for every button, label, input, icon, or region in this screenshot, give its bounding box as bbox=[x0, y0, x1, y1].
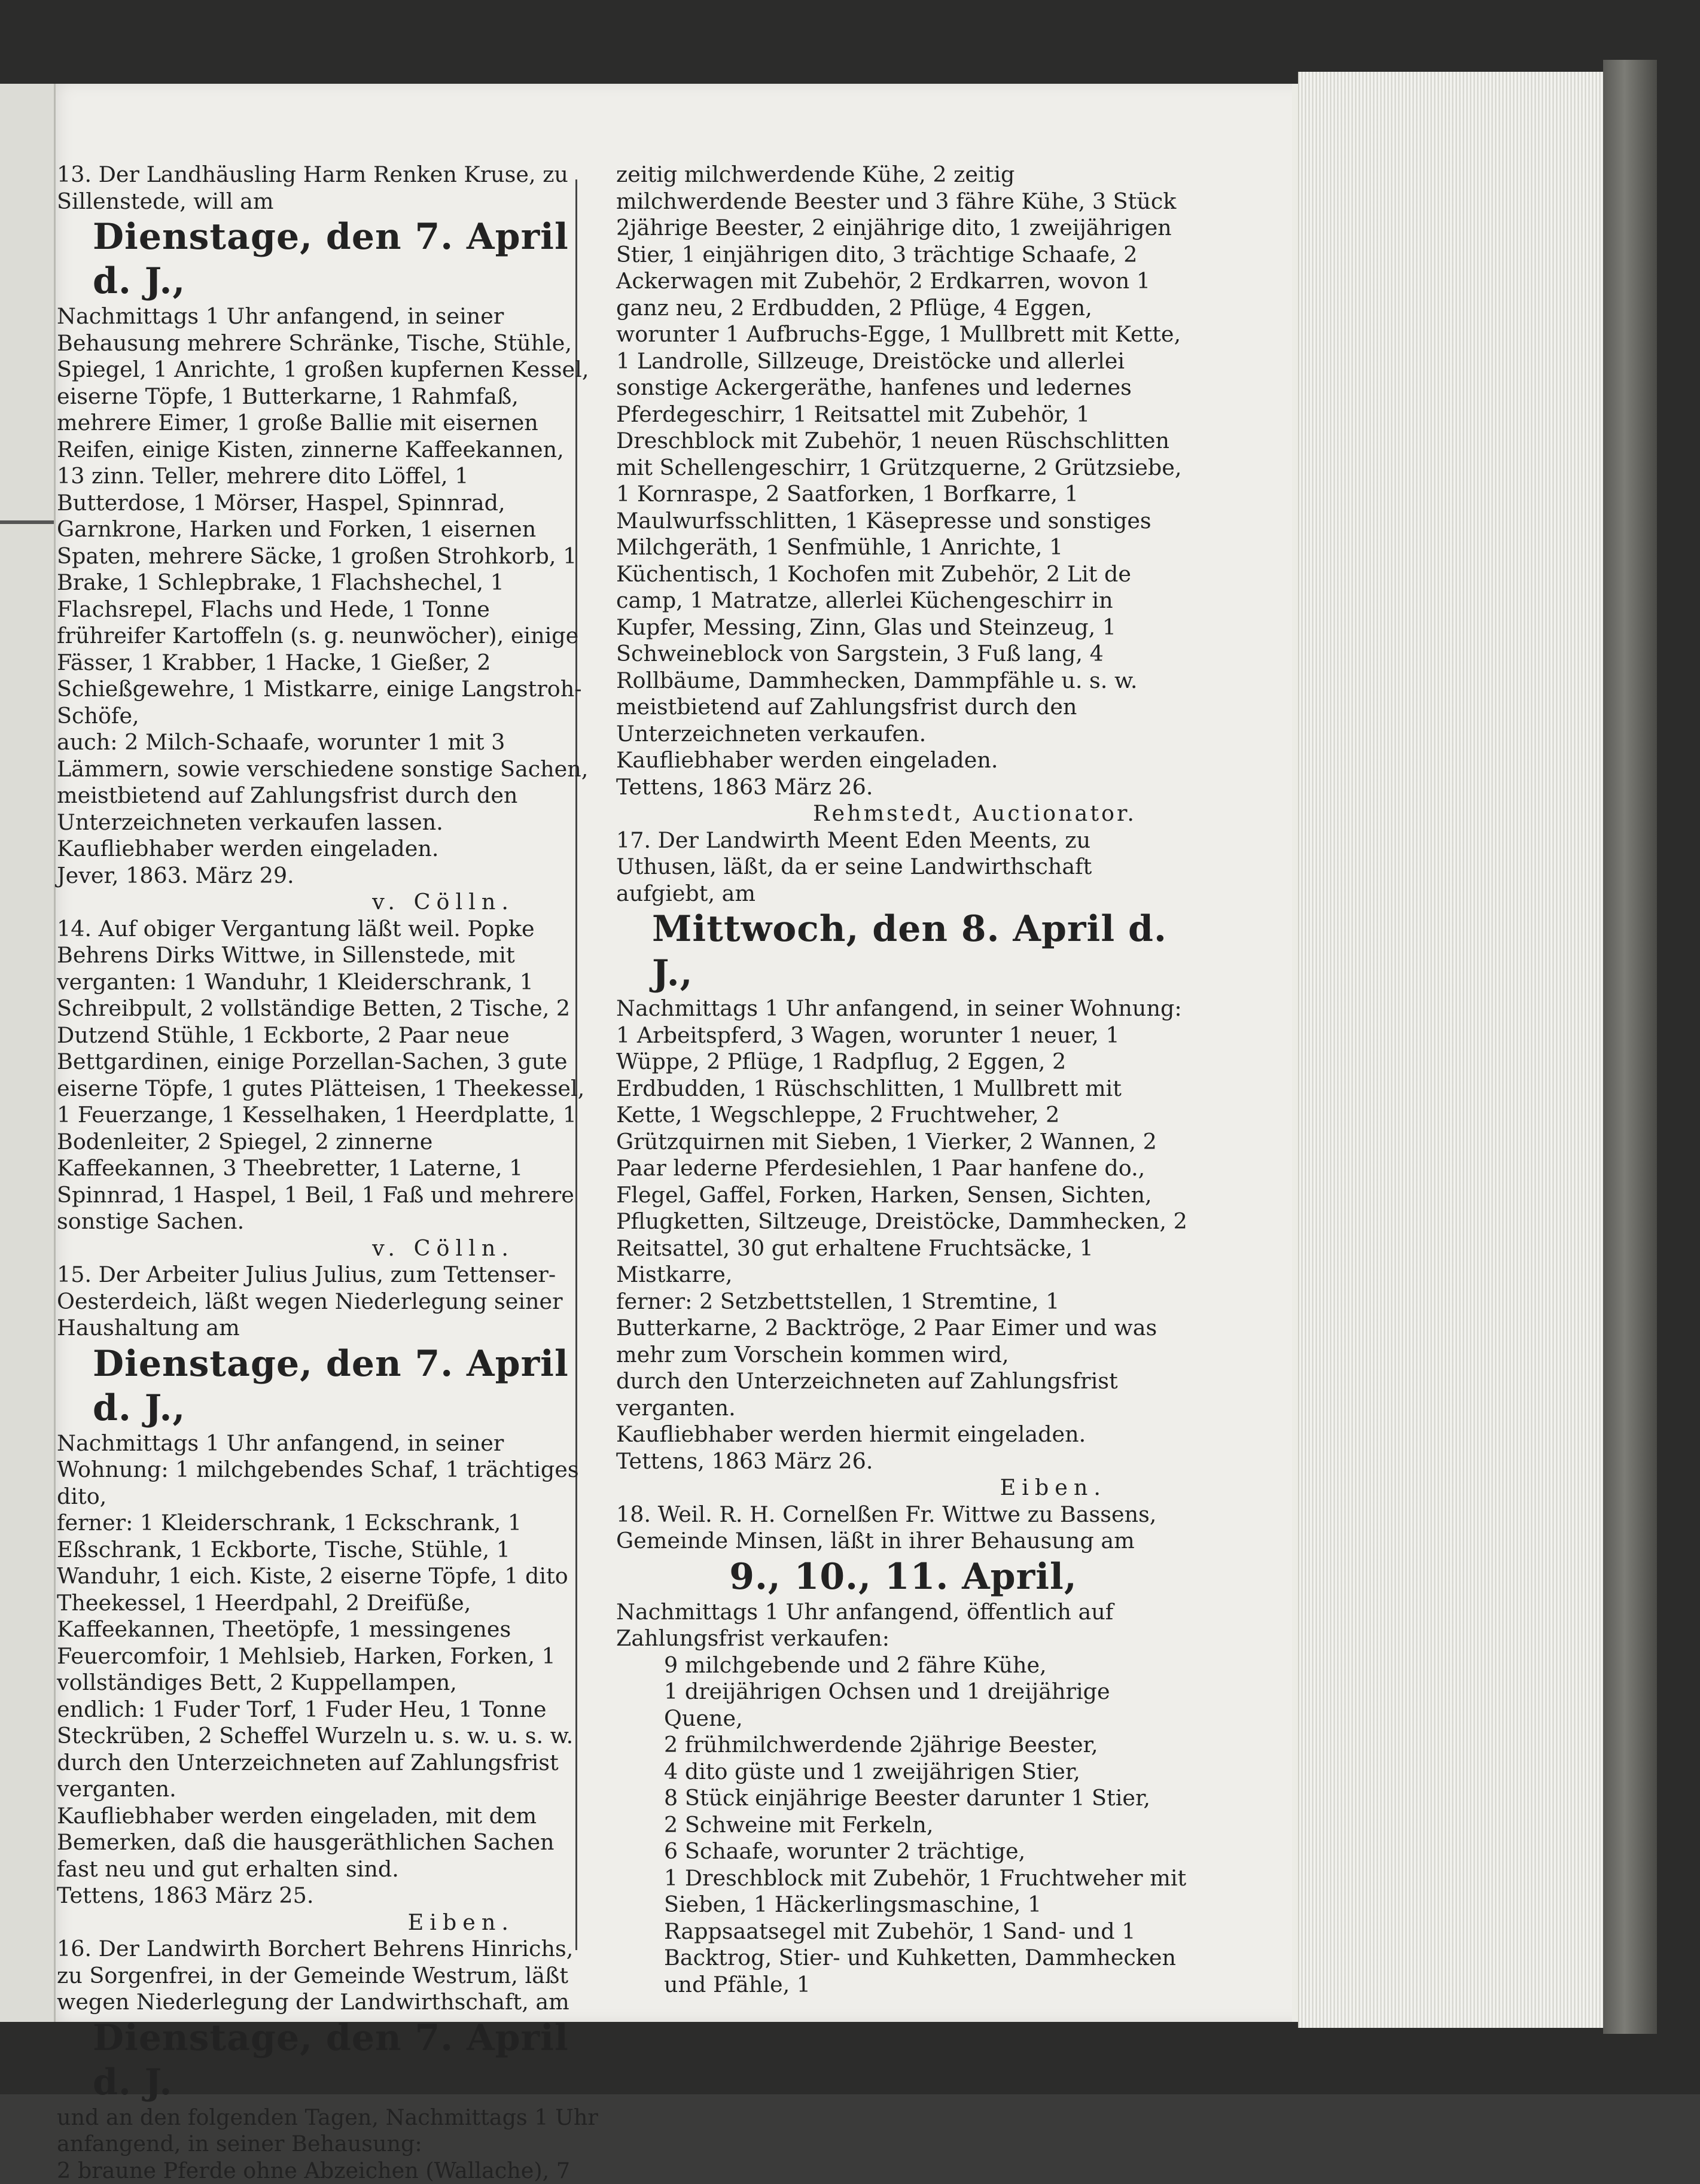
notice-paragraph: ferner: 1 Kleiderschrank, 1 Eckschrank, 1 Eßschrank, 1 Eckborte, Tische, Stühle, 1 Wanduhr, 1 eich. Kiste, 2 eiserne Töpfe, 1 dito Theekessel, 1 Heerdpahl, 2 Dreifüße, Kaffeekannen, Theetöpfe, 1 messingenes Feuercomfoir, 1 Mehlsieb, Harken, Forken, 1 vollständiges Bett, 2 Kuppellampen, bbox=[57, 1510, 598, 1696]
notice-paragraph: Kaufliebhaber werden eingeladen, mit dem Bemerken, daß die hausgeräthlichen Sachen fast neu und gut erhalten sind. bbox=[57, 1803, 598, 1883]
notice-paragraph: Nachmittags 1 Uhr anfangend, öffentlich auf Zahlungsfrist verkaufen: bbox=[616, 1599, 1190, 1652]
book-page-edges bbox=[1298, 72, 1610, 2028]
list-item: 2 frühmilchwerdende 2jährige Beester, bbox=[616, 1732, 1190, 1759]
scan-frame-right bbox=[1651, 0, 1700, 2094]
notice-paragraph: 18. Weil. R. H. Cornelßen Fr. Wittwe zu Bassens, Gemeinde Minsen, läßt in ihrer Behausung am bbox=[616, 1501, 1190, 1555]
notice-paragraph: 16. Der Landwirth Borchert Behrens Hinrichs, zu Sorgenfrei, in der Gemeinde Westrum, läßt wegen Niederlegung der Landwirthschaft, am bbox=[57, 1936, 598, 2016]
facing-page-rule bbox=[0, 520, 54, 524]
list-item: 9 milchgebende und 2 fähre Kühe, bbox=[616, 1652, 1190, 1679]
notice-paragraph: 13. Der Landhäusling Harm Renken Kruse, zu Sillenstede, will am bbox=[57, 162, 598, 215]
signature: v. Cölln. bbox=[57, 1235, 598, 1262]
notice-paragraph: Tettens, 1863 März 26. bbox=[616, 774, 1190, 801]
notice-paragraph: auch: 2 Milch-Schaafe, worunter 1 mit 3 Lämmern, sowie verschiedene sonstige Sachen, bbox=[57, 729, 598, 782]
notice-paragraph: 15. Der Arbeiter Julius Julius, zum Tettenser-Oesterdeich, läßt wegen Niederlegung seiner Haushaltung am bbox=[57, 1262, 598, 1342]
notice-paragraph: Nachmittags 1 Uhr anfangend, in seiner Wohnung: 1 Arbeitspferd, 3 Wagen, worunter 1 neuer, 1 Wüppe, 2 Pflüge, 1 Radpflug, 2 Eggen, 2 Erdbudden, 1 Rüschschlitten, 1 Mullbrett mit Kette, 1 Wegschleppe, 2 Fruchtweher, 2 Grützquirnen mit Sieben, 1 Vierker, 2 Wannen, 2 Paar lederne Pferdesiehlen, 1 Paar hanfene do., Flegel, Gaffel, Forken, Harken, Sensen, Sichten, Pflugketten, Siltzeuge, Dreistöcke, Dammhecken, 2 Reitsattel, 30 gut erhaltene Fruchtsäcke, 1 Mistkarre, bbox=[616, 995, 1190, 1289]
list-item: 2 Schweine mit Ferkeln, bbox=[616, 1812, 1190, 1839]
list-item: 1 Dreschblock mit Zubehör, 1 Fruchtweher mit Sieben, 1 Häckerlingsmaschine, 1 Rappsaatsegel mit Zubehör, 1 Sand- und 1 Backtrog, Stier- und Kuhketten, Dammhecken und Pfähle, 1 bbox=[616, 1865, 1190, 1999]
notice-paragraph: Kaufliebhaber werden eingeladen. bbox=[57, 836, 598, 863]
scan-frame-top bbox=[0, 0, 1700, 84]
signature: Eiben. bbox=[57, 1909, 598, 1936]
notice-paragraph: durch den Unterzeichneten auf Zahlungsfrist verganten. bbox=[57, 1750, 598, 1803]
auction-date-heading: Mittwoch, den 8. April d. J., bbox=[616, 907, 1190, 995]
list-item: 8 Stück einjährige Beester darunter 1 Stier, bbox=[616, 1785, 1190, 1812]
notice-paragraph: 14. Auf obiger Vergantung läßt weil. Popke Behrens Dirks Wittwe, in Sillenstede, mit verganten: 1 Wanduhr, 1 Kleiderschrank, 1 Schreibpult, 2 vollständige Betten, 2 Tische, 2 Dutzend Stühle, 1 Eckborte, 2 Paar neue Bettgardinen, einige Porzellan-Sachen, 3 gute eiserne Töpfe, 1 gutes Plätteisen, 1 Theekessel, 1 Feuerzange, 1 Kesselhaken, 1 Heerdplatte, 1 Bodenleiter, 2 Spiegel, 2 zinnerne Kaffeekannen, 3 Theebretter, 1 Laterne, 1 Spinnrad, 1 Haspel, 1 Beil, 1 Faß und mehrere sonstige Sachen. bbox=[57, 916, 598, 1235]
notice-paragraph: Kaufliebhaber werden hiermit eingeladen. bbox=[616, 1421, 1190, 1448]
auction-date-heading: Dienstage, den 7. April d. J. bbox=[57, 2016, 598, 2104]
signature: v. Cölln. bbox=[57, 889, 598, 916]
notice-paragraph: 17. Der Landwirth Meent Eden Meents, zu Uthusen, läßt, da er seine Landwirthschaft aufgiebt, am bbox=[616, 827, 1190, 907]
book-cover-edge bbox=[1603, 60, 1657, 2034]
auction-date-heading: Dienstage, den 7. April d. J., bbox=[57, 1342, 598, 1430]
facing-page-edge bbox=[0, 84, 56, 2022]
list-item: 6 Schaafe, worunter 2 trächtige, bbox=[616, 1838, 1190, 1865]
item-list bbox=[616, 1652, 1190, 1999]
notice-paragraph: Jever, 1863. März 29. bbox=[57, 863, 598, 890]
notice-paragraph: Tettens, 1863 März 26. bbox=[616, 1448, 1190, 1475]
notice-paragraph: Nachmittags 1 Uhr anfangend, in seiner Behausung mehrere Schränke, Tische, Stühle, Spiegel, 1 Anrichte, 1 großen kupfernen Kessel, eiserne Töpfe, 1 Butterkarne, 1 Rahmfaß, mehrere Eimer, 1 große Ballie mit eisernen Reifen, einige Kisten, zinnerne Kaffeekannen, 13 zinn. Teller, mehrere dito Löffel, 1 Butterdose, 1 Mörser, Haspel, Spinnrad, Garnkrone, Harken und Forken, 1 eisernen Spaten, mehrere Säcke, 1 großen Strohkorb, 1 Brake, 1 Schlepbrake, 1 Flachshechel, 1 Flachsrepel, Flachs und Hede, 1 Tonne frühreifer Kartoffeln (s. g. neunwöcher), einige Fässer, 1 Krabber, 1 Hacke, 1 Gießer, 2 Schießgewehre, 1 Mistkarre, einige Langstroh-Schöfe, bbox=[57, 303, 598, 729]
left-column bbox=[57, 162, 598, 2184]
notice-paragraph: Tettens, 1863 März 25. bbox=[57, 1883, 598, 1909]
signature: Rehmstedt, Auctionator. bbox=[616, 800, 1190, 827]
notice-paragraph: meistbietend auf Zahlungsfrist durch den Unterzeichneten verkaufen. bbox=[616, 694, 1190, 747]
notice-paragraph: und an den folgenden Tagen, Nachmittags 1 Uhr anfangend, in seiner Behausung: bbox=[57, 2104, 598, 2158]
auction-date-heading: Dienstage, den 7. April d. J., bbox=[57, 215, 598, 303]
auction-date-heading: 9., 10., 11. April, bbox=[616, 1555, 1190, 1599]
notice-paragraph: endlich: 1 Fuder Torf, 1 Fuder Heu, 1 Tonne Steckrüben, 2 Scheffel Wurzeln u. s. w. u. s. w. bbox=[57, 1696, 598, 1750]
notice-paragraph: ferner: 2 Setzbettstellen, 1 Stremtine, 1 Butterkarne, 2 Backtröge, 2 Paar Eimer und was mehr zum Vorschein kommen wird, bbox=[616, 1289, 1190, 1369]
right-column bbox=[616, 162, 1190, 1998]
notice-paragraph: Nachmittags 1 Uhr anfangend, in seiner Wohnung: 1 milchgebendes Schaf, 1 trächtiges dito, bbox=[57, 1430, 598, 1510]
notice-paragraph: Kaufliebhaber werden eingeladen. bbox=[616, 747, 1190, 774]
list-item: 4 dito güste und 1 zweijährigen Stier, bbox=[616, 1759, 1190, 1786]
notice-paragraph: 2 braune Pferde ohne Abzeichen (Wallache), 7 bbox=[57, 2158, 598, 2184]
list-item: 1 dreijährigen Ochsen und 1 dreijährige Quene, bbox=[616, 1679, 1190, 1732]
notice-paragraph: durch den Unterzeichneten auf Zahlungsfrist verganten. bbox=[616, 1368, 1190, 1421]
notice-paragraph: zeitig milchwerdende Kühe, 2 zeitig milchwerdende Beester und 3 fähre Kühe, 3 Stück 2jährige Beester, 2 einjährige dito, 1 zweijährigen Stier, 1 einjährigen dito, 3 trächtige Schaafe, 2 Ackerwagen mit Zubehör, 2 Erdkarren, wovon 1 ganz neu, 2 Erdbudden, 2 Pflüge, 4 Eggen, worunter 1 Aufbruchs-Egge, 1 Mullbrett mit Kette, 1 Landrolle, Sillzeuge, Dreistöcke und allerlei sonstige Ackergeräthe, hanfenes und ledernes Pferdegeschirr, 1 Reitsattel mit Zubehör, 1 Dreschblock mit Zubehör, 1 neuen Rüschschlitten mit Schellengeschirr, 1 Grützquerne, 2 Grützsiebe, 1 Kornraspe, 2 Saatforken, 1 Borfkarre, 1 Maulwurfsschlitten, 1 Käsepresse und sonstiges Milchgeräth, 1 Senfmühle, 1 Anrichte, 1 Küchentisch, 1 Kochofen mit Zubehör, 2 Lit de camp, 1 Matratze, allerlei Küchengeschirr in Kupfer, Messing, Zinn, Glas und Steinzeug, 1 Schweineblock von Sargstein, 3 Fuß lang, 4 Rollbäume, Dammhecken, Dammpfähle u. s. w. bbox=[616, 162, 1190, 694]
notice-paragraph: meistbietend auf Zahlungsfrist durch den Unterzeichneten verkaufen lassen. bbox=[57, 782, 598, 836]
signature: Eiben. bbox=[616, 1475, 1190, 1501]
